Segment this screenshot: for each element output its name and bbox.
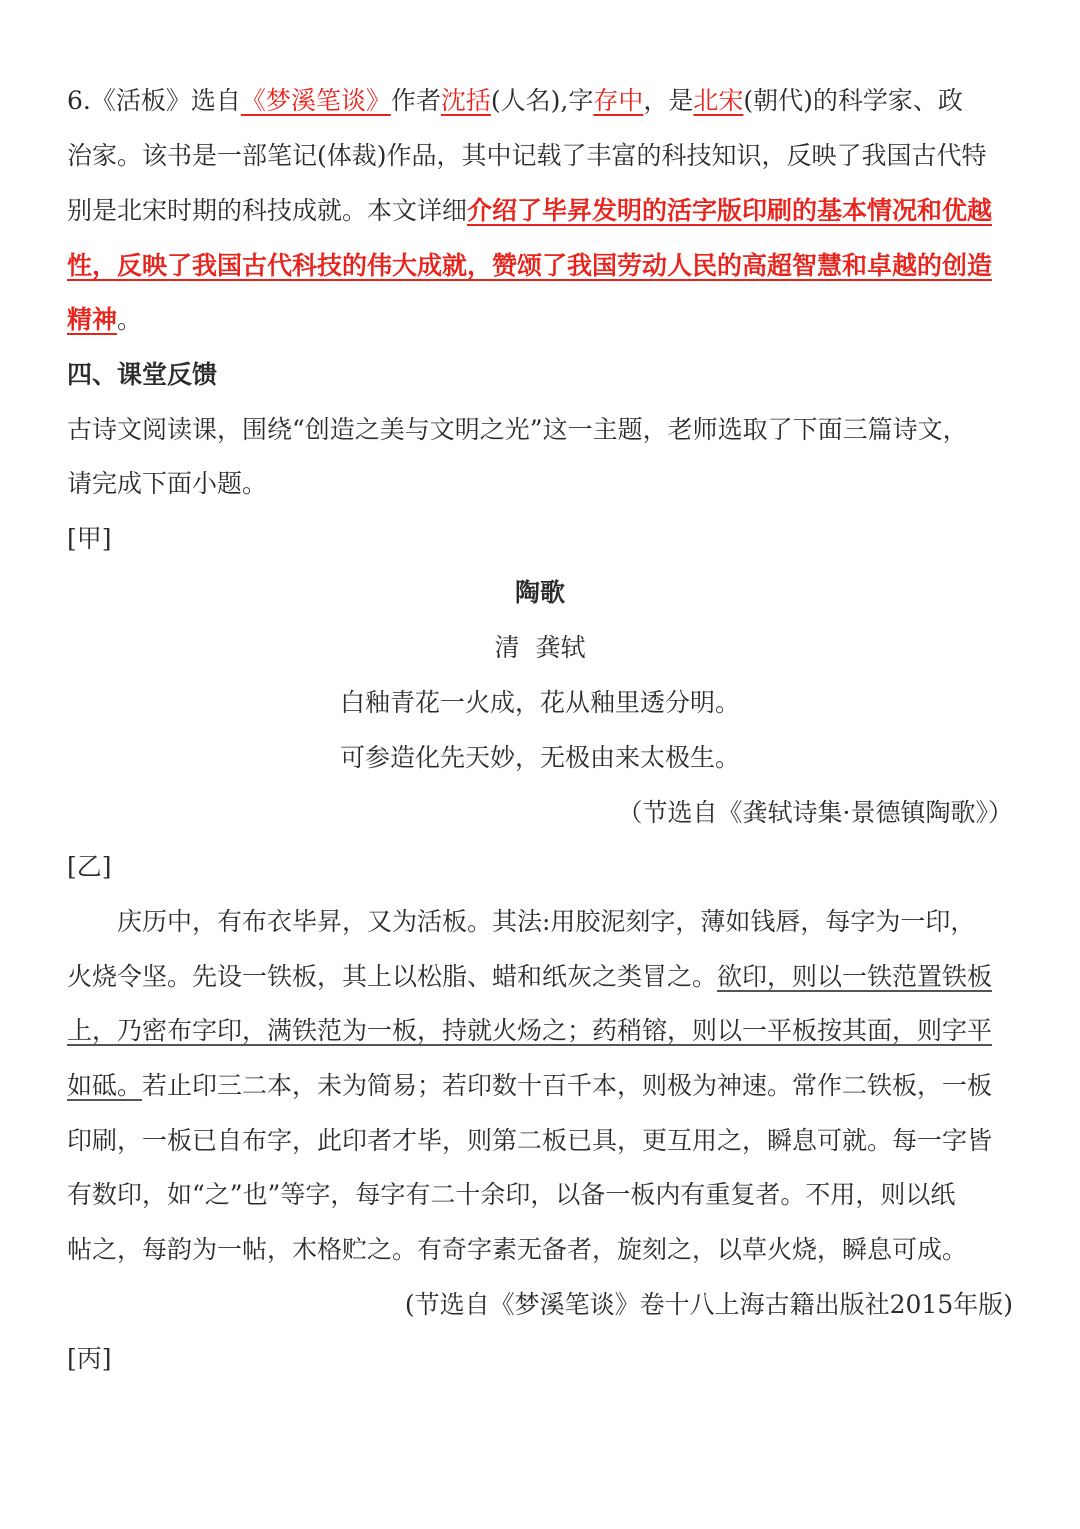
- passage-source: (节选自《梦溪笔谈》卷十八上海古籍出版社2015年版): [404, 1290, 1013, 1319]
- q6-text: (人名),字: [490, 86, 594, 115]
- q6-text: 。: [117, 305, 143, 334]
- section-intro-1: 古诗文阅读课，围绕“创造之美与文明之光”这一主题，老师选取了下面三篇诗文，: [67, 415, 968, 444]
- section-intro-2: 请完成下面小题。: [67, 469, 268, 498]
- answer-author: 沈括: [440, 86, 491, 115]
- passage-line-5: 印刷，一板已自布字，此印者才毕，则第二板已具，更互用之，瞬息可就。每一字皆: [67, 1126, 993, 1155]
- q6-text: ，是: [643, 86, 694, 115]
- poem-title: 陶歌: [514, 578, 565, 607]
- q6-text: 别是北宋时期的科技成就。本文详细: [67, 196, 468, 225]
- label-bing: [丙]: [67, 1344, 112, 1373]
- answer-dynasty: 北宋: [693, 86, 744, 115]
- poem-source: （节选自《龚轼诗集·景德镇陶歌》）: [617, 798, 1013, 827]
- poem-verse-2: 可参造化先天妙，无极由来太极生。: [339, 743, 740, 772]
- passage-line-4: [67, 1069, 1013, 1103]
- q6-text: (朝代)的科学家、政: [743, 86, 963, 115]
- q6-line-5: [67, 303, 1013, 337]
- passage-line-7: 帖之，每韵为一帖，木格贮之。有奇字素无备者，旋刻之，以草火烧，瞬息可成。: [67, 1235, 968, 1264]
- answer-summary: 介绍了毕昇发明的活字版印刷的基本情况和优越: [467, 196, 993, 225]
- underlined-sentence-end: 如砥。: [67, 1071, 143, 1100]
- underlined-sentence-cont: 上，乃密布字印，满铁范为一板，持就火炀之；药稍镕，则以一平板按其面，则字平: [67, 1016, 993, 1045]
- passage-line-6: 有数印，如“之”也”等字，每字有二十余印，以备一板内有重复者。不用，则以纸: [67, 1180, 956, 1209]
- q6-text: 6.《活板》选自: [67, 86, 241, 115]
- poem-verse-1: 白釉青花一火成，花从釉里透分明。: [339, 688, 740, 717]
- passage-line-2: [67, 960, 1013, 994]
- passage-text: 若止印三二本，未为简易；若印数十百千本，则极为神速。常作二铁板，一板: [142, 1071, 993, 1100]
- q6-text: 作者: [390, 86, 441, 115]
- answer-summary-end: 精神: [67, 305, 118, 334]
- label-jia: [甲]: [67, 524, 112, 553]
- poem-author: 清 龚轼: [494, 633, 586, 662]
- underlined-sentence: 欲印，则以一铁范置铁板: [717, 962, 993, 991]
- q6-line-3: [67, 194, 1013, 228]
- section-heading: 四、课堂反馈: [67, 360, 218, 389]
- q6-line-1: [67, 84, 1013, 118]
- q6-line-2: 治家。该书是一部笔记(体裁)作品，其中记载了丰富的科技知识，反映了我国古代特: [67, 141, 987, 170]
- passage-text: 火烧令坚。先设一铁板，其上以松脂、蜡和纸灰之类冒之。: [67, 962, 718, 991]
- answer-summary-cont: 性，反映了我国古代科技的伟大成就，赞颂了我国劳动人民的高超智慧和卓越的创造: [67, 251, 993, 280]
- label-yi: [乙]: [67, 852, 112, 881]
- answer-book-title: 《梦溪笔谈》: [240, 86, 391, 115]
- passage-line-1: 庆历中，有布衣毕昇，又为活板。其法:用胶泥刻字，薄如钱唇，每字为一印，: [117, 907, 976, 936]
- answer-courtesy-name: 存中: [593, 86, 644, 115]
